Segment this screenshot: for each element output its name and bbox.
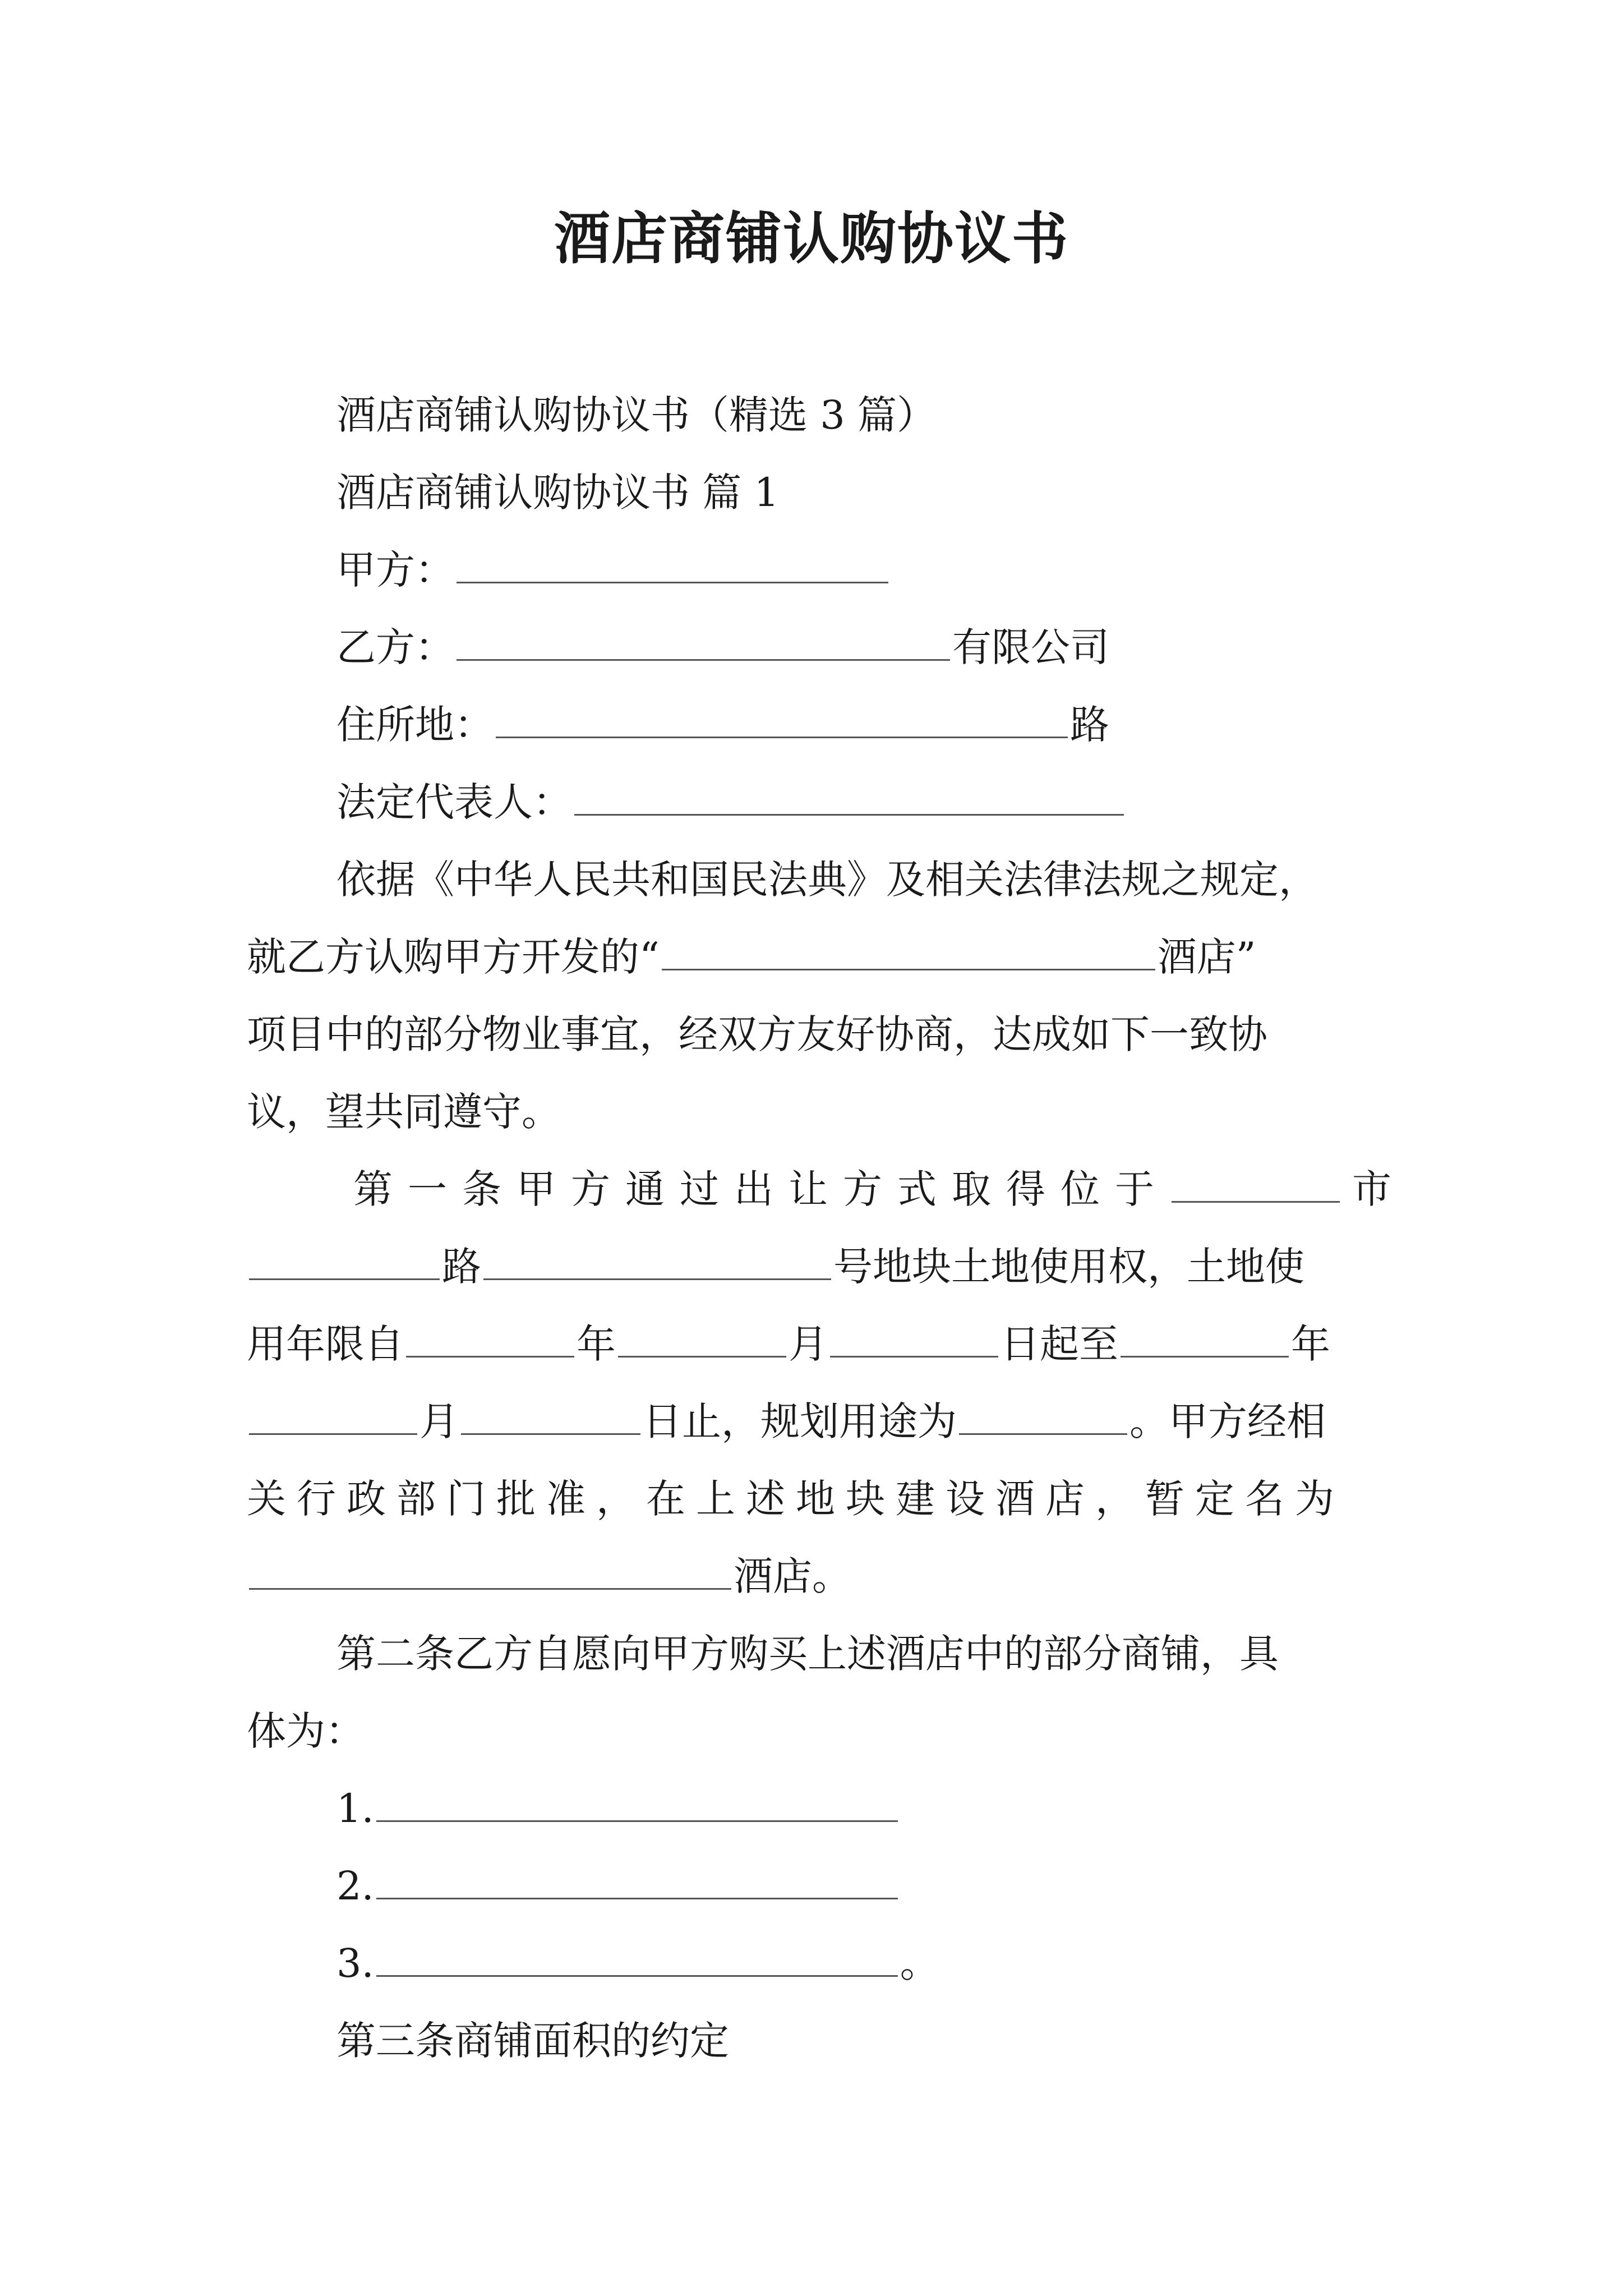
approval-text: 。甲方经相 bbox=[1129, 1398, 1326, 1444]
legal-rep-blank bbox=[574, 779, 1124, 816]
party-a-line bbox=[336, 542, 891, 598]
intro-line-1: 依据《中华人民共和国民法典》及相关法律法规之规定， bbox=[336, 857, 1318, 903]
shop-item-2 bbox=[336, 1858, 900, 1914]
article-1-line-1 bbox=[353, 1161, 1407, 1217]
item-3-blank bbox=[376, 1940, 898, 1977]
item-2-number: 2. bbox=[336, 1863, 374, 1909]
party-b-line bbox=[336, 619, 1109, 675]
party-a-blank bbox=[457, 547, 888, 583]
start-month-blank bbox=[618, 1321, 786, 1358]
end-day-blank bbox=[461, 1398, 640, 1435]
intro-line-2 bbox=[247, 929, 1256, 985]
end-month-blank bbox=[249, 1398, 417, 1435]
part-heading: 酒店商铺认购协议书 篇 1 bbox=[336, 470, 780, 516]
address-line bbox=[336, 697, 1109, 753]
term-from: 用年限自 bbox=[247, 1321, 404, 1367]
item-2-blank bbox=[376, 1863, 898, 1899]
day-from-label: 日起至 bbox=[1000, 1321, 1118, 1367]
subtitle: 酒店商铺认购协议书（精选 3 篇） bbox=[336, 392, 937, 438]
address-suffix: 路 bbox=[1070, 702, 1109, 748]
article-1-text-c: 号地块土地使用权，土地使 bbox=[833, 1244, 1304, 1290]
month-label-1: 月 bbox=[789, 1321, 828, 1367]
year-label-2: 年 bbox=[1291, 1321, 1330, 1367]
month-label-2: 月 bbox=[419, 1398, 459, 1444]
hotel-name-blank bbox=[249, 1553, 731, 1590]
hotel-suffix: 酒店。 bbox=[734, 1553, 851, 1599]
hotel-project-blank bbox=[662, 934, 1155, 970]
shop-item-1 bbox=[336, 1780, 900, 1837]
article-1-line-6 bbox=[247, 1548, 851, 1604]
end-and-usage: 日止，规划用途为 bbox=[643, 1398, 957, 1444]
article-1-road: 路 bbox=[442, 1244, 481, 1290]
party-a-label: 甲方： bbox=[336, 547, 454, 593]
start-day-blank bbox=[830, 1321, 998, 1358]
address-blank bbox=[496, 702, 1068, 738]
article-1-line-4 bbox=[247, 1393, 1326, 1450]
shop-item-3 bbox=[336, 1935, 939, 1991]
intro-2-text-a: 就乙方认购甲方开发的“ bbox=[247, 934, 660, 980]
article-1-text-b: 市 bbox=[1352, 1166, 1407, 1212]
lot-number-blank bbox=[483, 1244, 831, 1280]
item-3-number: 3. bbox=[336, 1940, 374, 1986]
article-1-line-5: 关行政部门批准，在上述地块建设酒店，暂定名为 bbox=[247, 1476, 1345, 1522]
article-2-line-2: 体为： bbox=[247, 1708, 365, 1754]
article-1-line-2 bbox=[247, 1239, 1304, 1295]
usage-blank bbox=[959, 1398, 1127, 1435]
party-b-blank bbox=[457, 624, 950, 661]
city-blank bbox=[1172, 1166, 1340, 1203]
document-title: 酒店商铺认购协议书 bbox=[554, 205, 1069, 272]
item-1-blank bbox=[376, 1786, 898, 1822]
article-2-line-1: 第二条乙方自愿向甲方购买上述酒店中的部分商铺，具 bbox=[336, 1631, 1279, 1677]
start-year-blank bbox=[406, 1321, 574, 1358]
article-1-text-a: 第一条甲方通过出让方式取得位于 bbox=[353, 1166, 1169, 1212]
intro-line-4: 议，望共同遵守。 bbox=[247, 1089, 561, 1135]
address-label: 住所地： bbox=[336, 702, 494, 748]
article-1-line-3 bbox=[247, 1316, 1330, 1372]
article-3-heading: 第三条商铺面积的约定 bbox=[336, 2018, 729, 2064]
legal-rep-label: 法定代表人： bbox=[336, 779, 572, 825]
road-blank bbox=[249, 1244, 440, 1280]
party-b-suffix: 有限公司 bbox=[952, 624, 1109, 670]
party-b-label: 乙方： bbox=[336, 624, 454, 670]
legal-rep-line bbox=[336, 774, 1126, 830]
item-1-number: 1. bbox=[336, 1786, 374, 1832]
item-3-end: 。 bbox=[900, 1940, 939, 1986]
end-year-blank bbox=[1121, 1321, 1289, 1358]
intro-line-3: 项目中的部分物业事宜，经双方友好协商，达成如下一致协 bbox=[247, 1011, 1267, 1057]
year-label-1: 年 bbox=[577, 1321, 616, 1367]
intro-2-text-b: 酒店” bbox=[1157, 934, 1256, 980]
